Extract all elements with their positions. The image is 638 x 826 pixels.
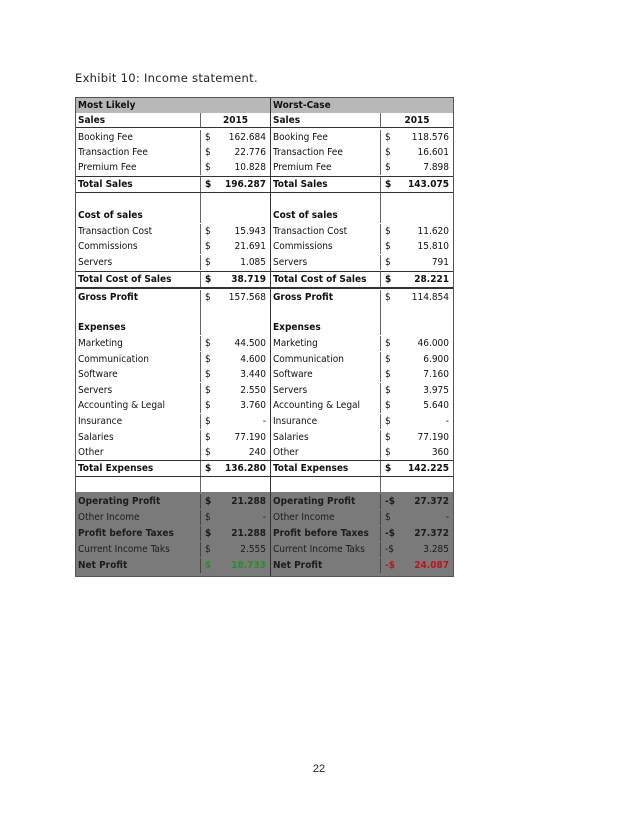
net-profit-value: 18.733: [231, 560, 266, 571]
row-commissions: Commissions $ 21.691: [76, 239, 270, 254]
row-premium-fee: Premium Fee $ 10.828: [76, 160, 270, 175]
row-transaction-cost: Transaction Cost $ 11.620: [271, 224, 453, 239]
row-insurance: Insurance $ -: [271, 414, 453, 429]
row-total-sales: Total Sales $ 143.075: [271, 176, 453, 193]
page-number: 22: [312, 763, 326, 775]
row-servers-cos: Servers $ 791: [271, 255, 453, 270]
row-other-income: Other Income $ -: [271, 510, 453, 525]
row-marketing: Marketing $ 46.000: [271, 336, 453, 351]
row-operating-profit: Operating Profit -$ 27.372: [271, 494, 453, 509]
row-gross-profit: Gross Profit $ 114.854: [271, 290, 453, 305]
row-profit-before-taxes: Profit before Taxes -$ 27.372: [271, 526, 453, 541]
row-expenses-heading: Expenses: [76, 320, 270, 335]
row-income-tax: Current Income Taks -$ 3.285: [271, 542, 453, 557]
row-servers-exp: Servers $ 3.975: [271, 383, 453, 398]
worst-case-scenario: [271, 98, 453, 576]
row-software: Software $ 3.440: [76, 367, 270, 382]
row-servers-exp: Servers $ 2.550: [76, 383, 270, 398]
year-label: 2015: [380, 113, 453, 127]
row-net-profit: Net Profit -$ 24.087: [271, 558, 453, 573]
row-operating-profit: Operating Profit $ 21.288: [76, 494, 270, 509]
row-other: Other $ 240: [76, 445, 270, 460]
row-communication: Communication $ 4.600: [76, 352, 270, 367]
row-gross-profit: Gross Profit $ 157.568: [76, 290, 270, 305]
sales-header-row: Sales 2015: [76, 113, 270, 128]
row-booking-fee: Booking Fee $ 162.684: [76, 130, 270, 145]
row-commissions: Commissions $ 15.810: [271, 239, 453, 254]
row-cost-of-sales-heading: Cost of sales: [271, 208, 453, 223]
row-premium-fee: Premium Fee $ 7.898: [271, 160, 453, 175]
row-income-tax: Current Income Taks $ 2.555: [76, 542, 270, 557]
row-total-expenses: Total Expenses $ 136.280: [76, 460, 270, 477]
year-label: 2015: [200, 113, 270, 127]
net-profit-value: 24.087: [414, 560, 449, 571]
row-total-cost-of-sales: Total Cost of Sales $ 38.719: [76, 271, 270, 289]
row-salaries: Salaries $ 77.190: [76, 430, 270, 445]
row-total-sales: Total Sales $ 196.287: [76, 176, 270, 193]
row-total-expenses: Total Expenses $ 142.225: [271, 460, 453, 477]
row-transaction-cost: Transaction Cost $ 15.943: [76, 224, 270, 239]
row-accounting-legal: Accounting & Legal $ 3.760: [76, 398, 270, 413]
row-software: Software $ 7.160: [271, 367, 453, 382]
row-other: Other $ 360: [271, 445, 453, 460]
scenario-title: Worst-Case: [271, 98, 453, 113]
row-expenses-heading: Expenses: [271, 320, 453, 335]
income-statement-table: [75, 97, 454, 577]
row-insurance: Insurance $ -: [76, 414, 270, 429]
row-transaction-fee: Transaction Fee $ 22.776: [76, 145, 270, 160]
row-salaries: Salaries $ 77.190: [271, 430, 453, 445]
row-cost-of-sales-heading: Cost of sales: [76, 208, 270, 223]
exhibit-caption: Exhibit 10: Income statement.: [75, 71, 258, 85]
row-profit-before-taxes: Profit before Taxes $ 21.288: [76, 526, 270, 541]
row-servers-cos: Servers $ 1.085: [76, 255, 270, 270]
row-net-profit: Net Profit $ 18.733: [76, 558, 270, 573]
row-marketing: Marketing $ 44.500: [76, 336, 270, 351]
sales-header-row: Sales 2015: [271, 113, 453, 128]
most-likely-scenario: [76, 98, 271, 576]
scenario-title: Most Likely: [76, 98, 270, 113]
row-transaction-fee: Transaction Fee $ 16.601: [271, 145, 453, 160]
row-total-cost-of-sales: Total Cost of Sales $ 28.221: [271, 271, 453, 289]
row-accounting-legal: Accounting & Legal $ 5.640: [271, 398, 453, 413]
row-other-income: Other Income $ -: [76, 510, 270, 525]
row-communication: Communication $ 6.900: [271, 352, 453, 367]
row-booking-fee: Booking Fee $ 118.576: [271, 130, 453, 145]
